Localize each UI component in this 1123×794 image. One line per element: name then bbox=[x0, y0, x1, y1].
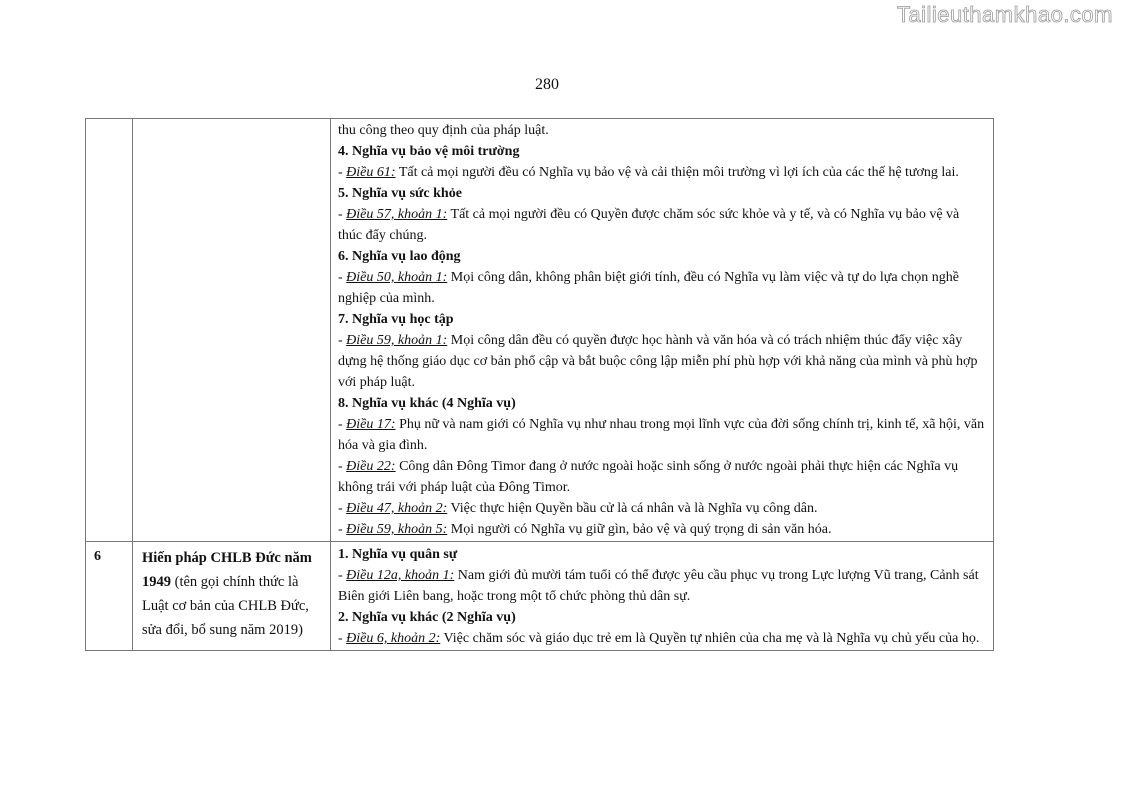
constitution-note: (tên gọi chính thức là Luật cơ bản của CHLB Đức, sửa đổi, bổ sung năm 2019) bbox=[142, 574, 309, 638]
obligation-heading: 6. Nghĩa vụ lao động bbox=[338, 249, 461, 264]
row-number-cell bbox=[86, 542, 133, 651]
obligations-table bbox=[85, 118, 994, 651]
article-reference: Điều 59, khoản 1: bbox=[346, 333, 448, 348]
article-text: Việc chăm sóc và giáo dục trẻ em là Quyền tự nhiên của cha mẹ và là Nghĩa vụ chủ yếu của họ. bbox=[443, 631, 980, 646]
article-item: - Điều 47, khoản 2: Việc thực hiện Quyền bầu cử là cá nhân và là Nghĩa vụ công dân. bbox=[338, 501, 818, 516]
row-number-cell bbox=[86, 119, 133, 542]
article-reference: Điều 57, khoản 1: bbox=[346, 207, 448, 222]
article-item: - Điều 50, khoản 1: Mọi công dân, không phân biệt giới tính, đều có Nghĩa vụ làm việc và tự do lựa chọn nghề nghiệp của mình. bbox=[338, 270, 959, 306]
article-reference: Điều 12a, khoản 1: bbox=[346, 568, 455, 583]
article-text: Mọi người có Nghĩa vụ giữ gìn, bảo vệ và quý trọng di sản văn hóa. bbox=[450, 522, 832, 537]
article-text: Công dân Đông Timor đang ở nước ngoài hoặc sinh sống ở nước ngoài phải thực hiện các Nghĩa vụ không trái với pháp luật của Đông Timor. bbox=[338, 459, 959, 495]
constitution-name bbox=[134, 120, 329, 123]
article-item: - Điều 57, khoản 1: Tất cả mọi người đều có Quyền được chăm sóc sức khỏe và y tế, và có Nghĩa vụ bảo vệ và thúc đẩy chúng. bbox=[338, 207, 960, 243]
obligation-heading: 5. Nghĩa vụ sức khỏe bbox=[338, 186, 462, 201]
obligations-list bbox=[332, 120, 992, 540]
article-reference: Điều 61: bbox=[346, 165, 396, 180]
article-text: Việc thực hiện Quyền bầu cử là cá nhân và là Nghĩa vụ công dân. bbox=[450, 501, 818, 516]
article-reference: Điều 6, khoản 2: bbox=[346, 631, 441, 646]
article-item: - Điều 6, khoản 2: Việc chăm sóc và giáo dục trẻ em là Quyền tự nhiên của cha mẹ và là Nghĩa vụ chủ yếu của họ. bbox=[338, 631, 980, 646]
article-item: - Điều 17: Phụ nữ và nam giới có Nghĩa vụ như nhau trong mọi lĩnh vực của đời sống chính trị, kinh tế, xã hội, văn hóa và gia đình. bbox=[338, 417, 985, 453]
obligations-cell bbox=[331, 119, 994, 542]
article-text: Tất cả mọi người đều có Quyền được chăm sóc sức khỏe và y tế, và có Nghĩa vụ bảo vệ và thúc đẩy chúng. bbox=[338, 207, 960, 243]
article-text: Mọi công dân đều có quyền được học hành và văn hóa và có trách nhiệm thúc đẩy việc xây dựng hệ thống giáo dục cơ bản phổ cập và bắt buộc công lập miễn phí phù hợp với khả năng của mình và phù hợp với pháp luật. bbox=[338, 333, 978, 390]
article-item: - Điều 61: Tất cả mọi người đều có Nghĩa vụ bảo vệ và cải thiện môi trường vì lợi ích của các thế hệ tương lai. bbox=[338, 165, 959, 180]
continuation-text: thu công theo quy định của pháp luật. bbox=[338, 123, 549, 138]
obligations-cell bbox=[331, 542, 994, 651]
table-row bbox=[86, 119, 994, 542]
article-text: Tất cả mọi người đều có Nghĩa vụ bảo vệ và cải thiện môi trường vì lợi ích của các thế hệ tương lai. bbox=[398, 165, 959, 180]
constitution-cell bbox=[133, 119, 331, 542]
obligation-heading: 1. Nghĩa vụ quân sự bbox=[338, 547, 458, 562]
page-number: 280 bbox=[535, 76, 559, 93]
article-text: Phụ nữ và nam giới có Nghĩa vụ như nhau trong mọi lĩnh vực của đời sống chính trị, kinh tế, xã hội, văn hóa và gia đình. bbox=[338, 417, 985, 453]
constitution-title: Hiến pháp CHLB Đức năm 1949 bbox=[142, 550, 312, 590]
row-number: 6 bbox=[94, 549, 101, 564]
obligations-list bbox=[332, 543, 992, 649]
article-reference: Điều 22: bbox=[346, 459, 396, 474]
obligation-heading: 2. Nghĩa vụ khác (2 Nghĩa vụ) bbox=[338, 610, 516, 625]
constitution-name bbox=[134, 543, 329, 642]
article-text: Mọi công dân, không phân biệt giới tính, đều có Nghĩa vụ làm việc và tự do lựa chọn nghề nghiệp của mình. bbox=[338, 270, 959, 306]
article-reference: Điều 50, khoản 1: bbox=[346, 270, 448, 285]
article-item: - Điều 12a, khoản 1: Nam giới đủ mười tám tuổi có thể được yêu cầu phục vụ trong Lực lượng Vũ trang, Cảnh sát Biên giới Liên bang, hoặc trong một tổ chức phòng thủ dân sự. bbox=[338, 568, 979, 604]
article-text: Nam giới đủ mười tám tuổi có thể được yêu cầu phục vụ trong Lực lượng Vũ trang, Cảnh sát Biên giới Liên bang, hoặc trong một tổ chức phòng thủ dân sự. bbox=[338, 568, 979, 604]
article-item: - Điều 59, khoản 1: Mọi công dân đều có quyền được học hành và văn hóa và có trách nhiệm thúc đẩy việc xây dựng hệ thống giáo dục cơ bản phổ cập và bắt buộc công lập miễn phí phù hợp với khả năng của mình và phù hợp với pháp luật. bbox=[338, 333, 978, 390]
article-item: - Điều 22: Công dân Đông Timor đang ở nước ngoài hoặc sinh sống ở nước ngoài phải thực hiện các Nghĩa vụ không trái với pháp luật của Đông Timor. bbox=[338, 459, 959, 495]
obligation-heading: 8. Nghĩa vụ khác (4 Nghĩa vụ) bbox=[338, 396, 516, 411]
article-reference: Điều 59, khoản 5: bbox=[346, 522, 448, 537]
constitution-cell bbox=[133, 542, 331, 651]
row-number bbox=[87, 120, 131, 123]
article-reference: Điều 17: bbox=[346, 417, 396, 432]
obligation-heading: 7. Nghĩa vụ học tập bbox=[338, 312, 454, 327]
article-item: - Điều 59, khoản 5: Mọi người có Nghĩa vụ giữ gìn, bảo vệ và quý trọng di sản văn hóa. bbox=[338, 522, 832, 537]
obligation-heading: 4. Nghĩa vụ bảo vệ môi trường bbox=[338, 144, 520, 159]
article-reference: Điều 47, khoản 2: bbox=[346, 501, 448, 516]
table-row bbox=[86, 542, 994, 651]
watermark: Tailieuthamkhao.com bbox=[896, 2, 1113, 27]
